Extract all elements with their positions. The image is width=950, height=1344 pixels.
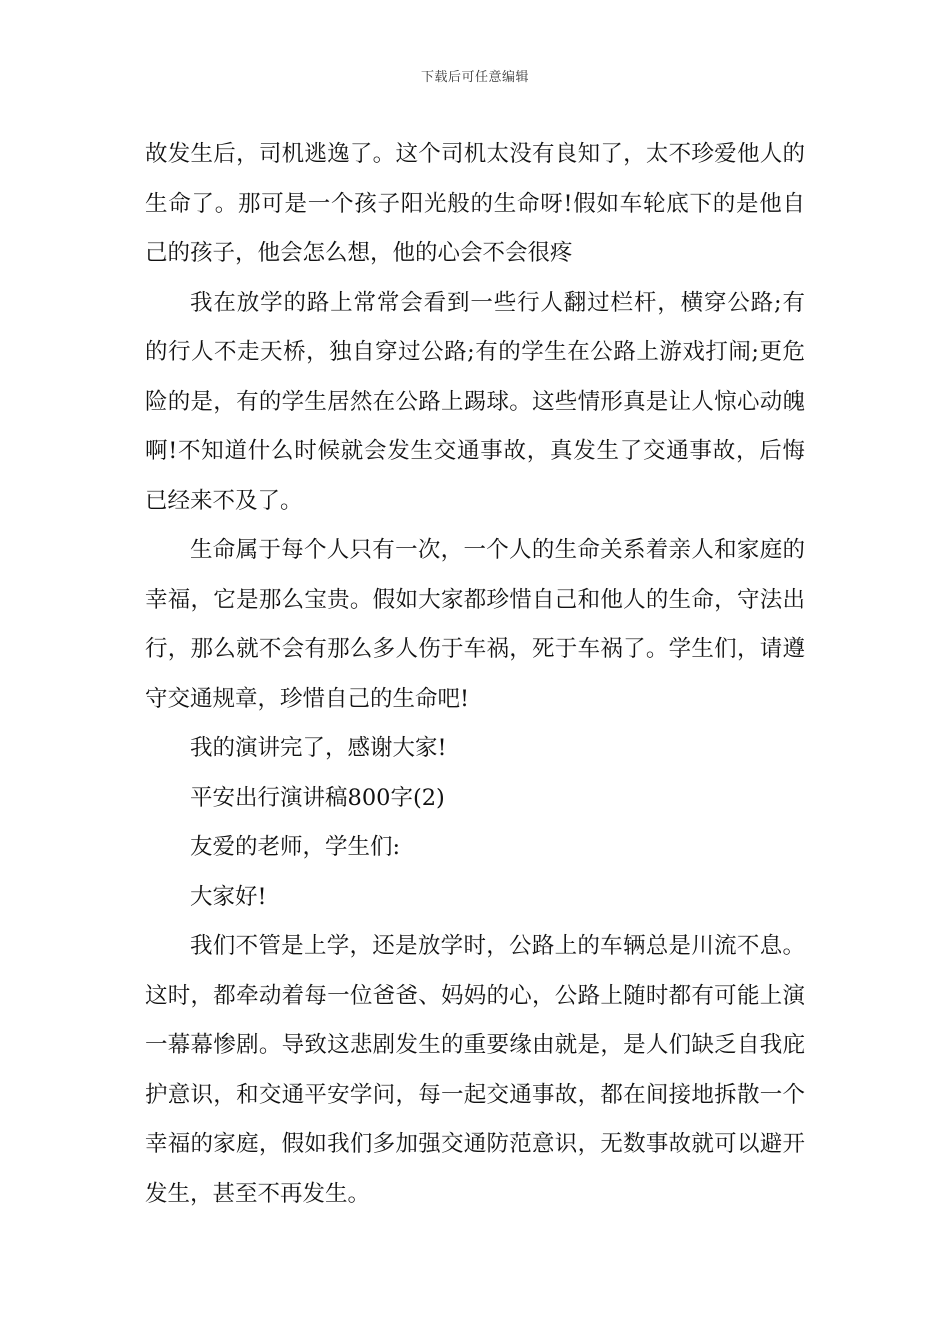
salutation: 友爱的老师，学生们: [190, 834, 401, 860]
greeting: 大家好! [190, 883, 267, 910]
page-header: 下载后可任意编辑 [420, 70, 529, 85]
paragraph: 生命属于每个人只有一次，一个人的生命关系着亲人和家庭的幸福，它是那么宝贵。假如大家都珍惜自己和他人的生命，守法出行，那么就不会有那么多人伤于车祸，死于车祸了。学生们，请遵守交通规章，珍惜自己的生命吧! [145, 537, 805, 712]
section-title: 平安出行演讲稿800字(2) [190, 784, 445, 811]
document-body [145, 130, 805, 1219]
paragraph: 故发生后，司机逃逸了。这个司机太没有良知了，太不珍爱他人的生命了。那可是一个孩子阳光般的生命呀!假如车轮底下的是他自己的孩子，他会怎么想，他的心会不会很疼 [145, 141, 805, 266]
closing-line: 我的演讲完了，感谢大家! [190, 735, 447, 761]
paragraph: 我在放学的路上常常会看到一些行人翻过栏杆，横穿公路;有的行人不走天桥，独自穿过公路;有的学生在公路上游戏打闹;更危险的是，有的学生居然在公路上踢球。这些情形真是让人惊心动魄啊!不知道什么时候就会发生交通事故，真发生了交通事故，后悔已经来不及了。 [145, 289, 805, 514]
paragraph: 我们不管是上学，还是放学时，公路上的车辆总是川流不息。这时，都牵动着每一位爸爸、妈妈的心，公路上随时都有可能上演一幕幕惨剧。导致这悲剧发生的重要缘由就是，是人们缺乏自我庇护意识，和交通平安学问，每一起交通事故，都在间接地拆散一个幸福的家庭，假如我们多加强交通防范意识，无数事故就可以避开发生，甚至不再发生。 [145, 933, 805, 1207]
